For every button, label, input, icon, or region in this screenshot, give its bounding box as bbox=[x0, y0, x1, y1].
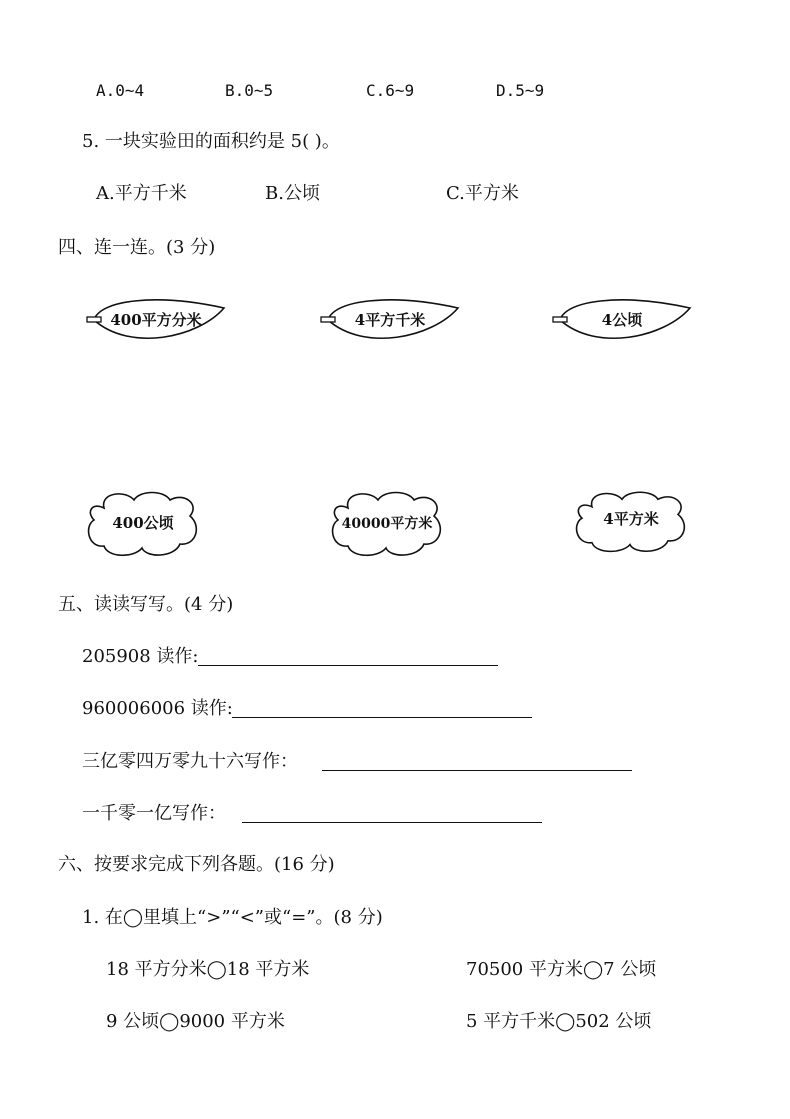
leaf-card-1 bbox=[86, 294, 226, 346]
read-item-2-label: 960006006 读作: bbox=[82, 698, 233, 719]
compare-item-4[interactable]: 5 平方千米◯502 公顷 bbox=[466, 1011, 652, 1032]
leaf-label: 4平方千米 bbox=[354, 311, 426, 329]
q5-option-a: A.平方千米 bbox=[96, 183, 187, 204]
flower-card-2 bbox=[330, 488, 444, 558]
section4-title: 四、连一连。(3 分) bbox=[58, 237, 216, 258]
q4-option-a: A.0~4 bbox=[96, 81, 145, 100]
leaf-card-3 bbox=[552, 294, 692, 346]
section6-q1-stem: 1. 在◯里填上“>”“<”或“=”。(8 分) bbox=[82, 907, 383, 928]
section6-title: 六、按要求完成下列各题。(16 分) bbox=[58, 854, 335, 875]
leaf-label: 400平方分米 bbox=[110, 311, 202, 329]
q5-option-c: C.平方米 bbox=[446, 183, 519, 204]
answer-blank-2[interactable] bbox=[232, 717, 532, 718]
answer-blank-4[interactable] bbox=[242, 822, 542, 823]
compare-item-2[interactable]: 70500 平方米◯7 公顷 bbox=[466, 959, 657, 980]
flower-label: 40000平方米 bbox=[341, 516, 433, 532]
write-item-1-label: 三亿零四万零九十六写作： bbox=[82, 751, 298, 772]
answer-blank-3[interactable] bbox=[322, 770, 632, 771]
section5-title: 五、读读写写。(4 分) bbox=[58, 594, 234, 615]
answer-blank-1[interactable] bbox=[198, 665, 498, 666]
compare-item-3[interactable]: 9 公顷◯9000 平方米 bbox=[106, 1011, 285, 1032]
flower-card-1 bbox=[86, 488, 200, 558]
flower-label: 400公顷 bbox=[112, 514, 174, 532]
leaf-card-2 bbox=[320, 294, 460, 346]
q4-option-b: B.0~5 bbox=[225, 81, 274, 100]
q4-option-d: D.5~9 bbox=[496, 81, 545, 100]
flower-label: 4平方米 bbox=[603, 510, 659, 528]
write-item-2-label: 一千零一亿写作： bbox=[82, 803, 226, 824]
flower-card-3 bbox=[574, 488, 688, 554]
q5-stem: 5. 一块实验田的面积约是 5( )。 bbox=[82, 131, 340, 152]
q5-option-b: B.公顷 bbox=[265, 183, 320, 204]
read-item-1-label: 205908 读作: bbox=[82, 646, 199, 667]
compare-item-1[interactable]: 18 平方分米◯18 平方米 bbox=[106, 959, 310, 980]
q4-option-c: C.6~9 bbox=[366, 81, 415, 100]
leaf-label: 4公顷 bbox=[601, 311, 643, 329]
